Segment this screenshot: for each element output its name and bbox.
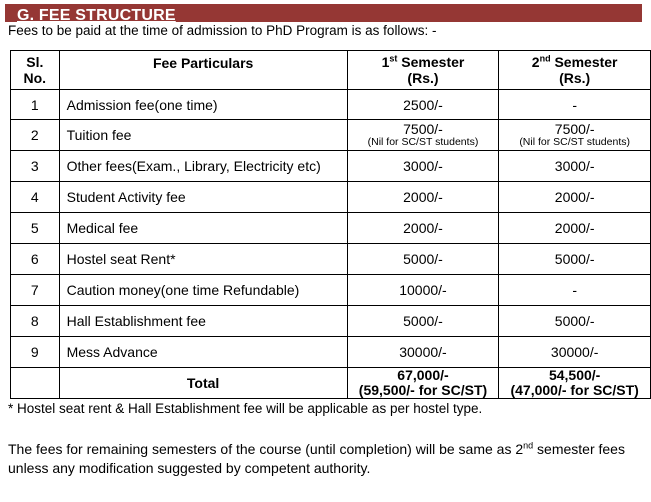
footnote: * Hostel seat rent & Hall Establishment fee will be applicable as per hostel type. <box>8 401 483 416</box>
table-row <box>11 337 651 368</box>
amount-value: 7500/- <box>403 121 443 137</box>
semester-1-amount: 5000/- <box>347 244 499 275</box>
table-row <box>11 244 651 275</box>
closing-paragraph: The fees for remaining semesters of the course (until completion) will be same as 2nd semester fees unless any modification suggested by competent authority. <box>8 440 625 476</box>
row-number: 1 <box>11 90 60 120</box>
semester-2-amount: 3000/- <box>499 151 651 182</box>
fee-particular: Caution money(one time Refundable) <box>59 275 347 306</box>
semester-1-amount: 30000/- <box>347 337 499 368</box>
fee-table <box>10 50 651 399</box>
semester-1-amount <box>347 120 499 151</box>
semester-2-amount <box>499 120 651 151</box>
semester-1-amount: 2000/- <box>347 182 499 213</box>
fee-particular: Mess Advance <box>59 337 347 368</box>
section-title: G. FEE STRUCTURE <box>17 7 176 24</box>
header-fee-particulars: Fee Particulars <box>59 51 347 90</box>
fee-particular: Hostel seat Rent* <box>59 244 347 275</box>
amount-note: (Nil for SC/ST students) <box>367 136 479 148</box>
table-row <box>11 120 651 151</box>
semester-2-amount: 30000/- <box>499 337 651 368</box>
row-number: 4 <box>11 182 60 213</box>
semester-2-amount: - <box>499 275 651 306</box>
section-header-bar <box>5 4 642 22</box>
total-label: Total <box>59 368 347 399</box>
table-row <box>11 182 651 213</box>
row-number: 3 <box>11 151 60 182</box>
semester-1-amount: 2000/- <box>347 213 499 244</box>
table-row <box>11 213 651 244</box>
header-semester-1: 1st Semester (Rs.) <box>347 51 499 90</box>
row-number: 7 <box>11 275 60 306</box>
total-semester-2: 54,500/- (47,000/- for SC/ST) <box>499 368 651 399</box>
semester-1-amount: 5000/- <box>347 306 499 337</box>
table-row <box>11 151 651 182</box>
amount-note: (Nil for SC/ST students) <box>519 136 630 148</box>
row-number: 2 <box>11 120 60 151</box>
row-number: 5 <box>11 213 60 244</box>
header-semester-2: 2nd Semester (Rs.) <box>499 51 651 90</box>
row-number: 9 <box>11 337 60 368</box>
fee-particular: Tuition fee <box>59 120 347 151</box>
table-row <box>11 275 651 306</box>
fee-particular: Medical fee <box>59 213 347 244</box>
total-row <box>11 368 651 399</box>
amount-value: 7500/- <box>554 121 595 137</box>
semester-2-amount: 5000/- <box>499 244 651 275</box>
semester-2-amount: 2000/- <box>499 213 651 244</box>
row-number: 8 <box>11 306 60 337</box>
intro-text: Fees to be paid at the time of admission to PhD Program is as follows: - <box>8 23 437 38</box>
table-row <box>11 90 651 120</box>
row-number: 6 <box>11 244 60 275</box>
header-sl-no: Sl. No. <box>11 51 60 90</box>
fee-particular: Admission fee(one time) <box>59 90 347 120</box>
semester-1-amount: 10000/- <box>347 275 499 306</box>
semester-2-amount: - <box>499 90 651 120</box>
semester-1-amount: 2500/- <box>347 90 499 120</box>
fee-particular: Other fees(Exam., Library, Electricity etc) <box>59 151 347 182</box>
table-header-row <box>11 51 651 90</box>
fee-particular: Hall Establishment fee <box>59 306 347 337</box>
fee-particular: Student Activity fee <box>59 182 347 213</box>
table-row <box>11 306 651 337</box>
semester-2-amount: 2000/- <box>499 182 651 213</box>
total-empty-cell <box>11 368 60 399</box>
semester-2-amount: 5000/- <box>499 306 651 337</box>
total-semester-1: 67,000/- (59,500/- for SC/ST) <box>347 368 499 399</box>
semester-1-amount: 3000/- <box>347 151 499 182</box>
